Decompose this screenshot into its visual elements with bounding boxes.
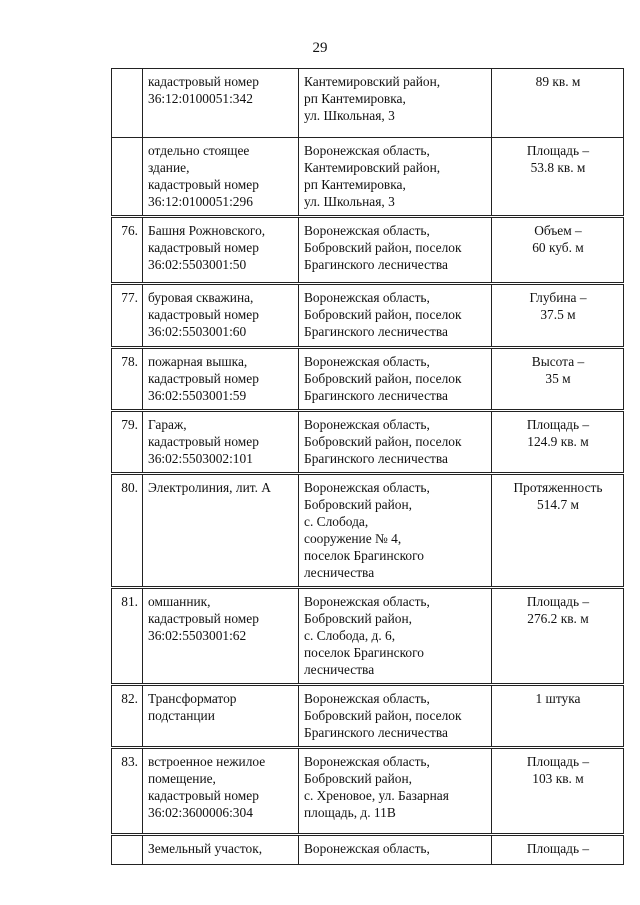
object-name-line: 36:12:0100051:296 — [148, 194, 253, 209]
table-row — [112, 348, 624, 411]
object-characteristic-cell — [492, 748, 624, 835]
object-address-line: Воронежская область, — [304, 290, 430, 305]
object-characteristic-line: 89 кв. м — [535, 74, 581, 89]
object-characteristic-line: 1 штука — [535, 691, 581, 706]
object-name-line: 36:02:5503001:62 — [148, 628, 247, 643]
object-address-line: Бобровский район, поселок — [304, 434, 462, 449]
object-name-line: Трансформатор — [148, 691, 237, 706]
object-characteristic-cell — [492, 69, 624, 138]
object-address-cell — [299, 474, 492, 588]
object-address-line: Бобровский район, — [304, 497, 412, 512]
row-number-cell — [112, 835, 143, 865]
object-name-line: 36:02:5503001:50 — [148, 257, 247, 272]
object-name-line: кадастровый номер — [148, 371, 259, 386]
object-name-line: Гараж, — [148, 417, 187, 432]
row-number-cell: 76. — [112, 217, 143, 284]
object-address-line: площадь, д. 11В — [304, 805, 396, 820]
object-address-line: Брагинского лесничества — [304, 725, 448, 740]
object-characteristic-cell — [492, 411, 624, 474]
object-name-line: кадастровый номер — [148, 307, 259, 322]
object-address-line: Воронежская область, — [304, 143, 430, 158]
object-address-line: Бобровский район, — [304, 771, 412, 786]
object-address-line: рп Кантемировка, — [304, 177, 406, 192]
page-number: 29 — [312, 40, 328, 56]
object-characteristic-line: Площадь – — [526, 417, 590, 432]
object-name-line: 36:02:5503002:101 — [148, 451, 253, 466]
object-address-line: Воронежская область, — [304, 480, 430, 495]
object-address-cell — [299, 138, 492, 217]
object-address-cell — [299, 217, 492, 284]
object-address-cell — [299, 748, 492, 835]
object-name-cell — [143, 284, 299, 348]
table-row — [112, 217, 624, 284]
object-address-line: Воронежская область, — [304, 594, 430, 609]
object-address-line: Брагинского лесничества — [304, 451, 448, 466]
object-address-line: Воронежская область, — [304, 754, 430, 769]
object-address-line: Кантемировский район, — [304, 74, 441, 89]
object-name-line: 36:12:0100051:342 — [148, 91, 253, 106]
object-name-line: Электролиния, лит. А — [148, 480, 271, 495]
table-row — [112, 69, 624, 138]
table-row — [112, 474, 624, 588]
object-address-line: Бобровский район, поселок — [304, 307, 462, 322]
object-name-line: здание, — [148, 160, 190, 175]
object-name-line: пожарная вышка, — [148, 354, 248, 369]
object-characteristic-line: 37.5 м — [540, 307, 576, 322]
object-name-line: Башня Рожновского, — [148, 223, 266, 238]
object-address-line: Воронежская область, — [304, 354, 430, 369]
object-name-cell — [143, 348, 299, 411]
object-characteristic-cell — [492, 588, 624, 685]
object-characteristic-line: 53.8 кв. м — [530, 160, 586, 175]
property-registry-table — [111, 68, 624, 865]
object-characteristic-line: Площадь – — [526, 143, 590, 158]
object-characteristic-line: Объем – — [534, 223, 582, 238]
object-name-cell — [143, 217, 299, 284]
object-characteristic-cell — [492, 835, 624, 865]
object-address-line: лесничества — [304, 565, 375, 580]
object-characteristic-line: Площадь – — [526, 841, 590, 856]
object-name-cell — [143, 411, 299, 474]
object-address-line: Брагинского лесничества — [304, 388, 448, 403]
object-address-line: Брагинского лесничества — [304, 324, 448, 339]
object-characteristic-line: Площадь – — [526, 594, 590, 609]
row-number-cell — [112, 69, 143, 138]
row-number-cell — [112, 138, 143, 217]
object-address-line: Воронежская область, — [304, 417, 430, 432]
object-address-line: поселок Брагинского — [304, 645, 424, 660]
object-name-line: кадастровый номер — [148, 434, 259, 449]
object-address-line: с. Хреновое, ул. Базарная — [304, 788, 449, 803]
object-address-line: Воронежская область, — [304, 223, 430, 238]
table-row — [112, 588, 624, 685]
object-characteristic-line: 103 кв. м — [532, 771, 584, 786]
object-address-cell — [299, 411, 492, 474]
object-name-line: кадастровый номер — [148, 788, 259, 803]
object-name-line: буровая скважина, — [148, 290, 254, 305]
object-name-line: кадастровый номер — [148, 177, 259, 192]
object-address-line: Бобровский район, поселок — [304, 708, 462, 723]
object-characteristic-line: Глубина – — [529, 290, 587, 305]
object-address-cell — [299, 348, 492, 411]
object-name-line: кадастровый номер — [148, 240, 259, 255]
object-name-cell — [143, 69, 299, 138]
object-characteristic-cell — [492, 685, 624, 748]
object-address-line: с. Слобода, — [304, 514, 369, 529]
object-address-cell — [299, 835, 492, 865]
object-characteristic-cell — [492, 474, 624, 588]
object-name-cell — [143, 835, 299, 865]
object-address-cell — [299, 69, 492, 138]
object-characteristic-cell — [492, 138, 624, 217]
object-name-line: отдельно стоящее — [148, 143, 250, 158]
object-characteristic-line: Высота – — [531, 354, 585, 369]
object-name-cell — [143, 748, 299, 835]
object-name-cell — [143, 474, 299, 588]
object-address-line: сооружение № 4, — [304, 531, 402, 546]
object-address-line: ул. Школьная, 3 — [304, 108, 395, 123]
object-name-line: 36:02:3600006:304 — [148, 805, 253, 820]
row-number-cell: 82. — [112, 685, 143, 748]
object-address-line: Брагинского лесничества — [304, 257, 448, 272]
object-name-line: кадастровый номер — [148, 611, 259, 626]
object-name-line: помещение, — [148, 771, 216, 786]
object-address-cell — [299, 588, 492, 685]
object-address-line: ул. Школьная, 3 — [304, 194, 395, 209]
object-characteristic-cell — [492, 284, 624, 348]
object-address-line: Воронежская область, — [304, 691, 430, 706]
object-name-line: Земельный участок, — [148, 841, 263, 856]
object-address-line: Бобровский район, поселок — [304, 371, 462, 386]
object-address-line: поселок Брагинского — [304, 548, 424, 563]
object-address-line: Кантемировский район, — [304, 160, 441, 175]
object-address-line: рп Кантемировка, — [304, 91, 406, 106]
row-number-cell: 83. — [112, 748, 143, 835]
table-row — [112, 411, 624, 474]
object-name-cell — [143, 138, 299, 217]
object-address-cell — [299, 685, 492, 748]
table-row — [112, 748, 624, 835]
object-name-line: омшанник, — [148, 594, 211, 609]
object-characteristic-line: 276.2 кв. м — [527, 611, 589, 626]
object-address-cell — [299, 284, 492, 348]
object-address-line: Бобровский район, — [304, 611, 412, 626]
row-number-cell: 80. — [112, 474, 143, 588]
object-characteristic-line: 514.7 м — [537, 497, 579, 512]
object-name-line: кадастровый номер — [148, 74, 259, 89]
object-name-line: 36:02:5503001:59 — [148, 388, 247, 403]
row-number-cell: 81. — [112, 588, 143, 685]
row-number-cell: 77. — [112, 284, 143, 348]
table-row — [112, 138, 624, 217]
object-name-cell — [143, 588, 299, 685]
object-name-line: встроенное нежилое — [148, 754, 266, 769]
object-characteristic-line: Протяженность — [513, 480, 603, 495]
object-characteristic-line: Площадь – — [526, 754, 590, 769]
table-row — [112, 835, 624, 865]
row-number-cell: 79. — [112, 411, 143, 474]
object-characteristic-cell — [492, 348, 624, 411]
object-characteristic-line: 124.9 кв. м — [527, 434, 589, 449]
object-characteristic-cell — [492, 217, 624, 284]
object-address-line: лесничества — [304, 662, 375, 677]
object-name-cell — [143, 685, 299, 748]
object-characteristic-line: 35 м — [545, 371, 571, 386]
object-name-line: подстанции — [148, 708, 215, 723]
object-address-line: Бобровский район, поселок — [304, 240, 462, 255]
object-characteristic-line: 60 куб. м — [532, 240, 584, 255]
object-address-line: Воронежская область, — [304, 841, 430, 856]
row-number-cell: 78. — [112, 348, 143, 411]
object-address-line: с. Слобода, д. 6, — [304, 628, 396, 643]
table-row — [112, 685, 624, 748]
object-name-line: 36:02:5503001:60 — [148, 324, 247, 339]
table-row — [112, 284, 624, 348]
